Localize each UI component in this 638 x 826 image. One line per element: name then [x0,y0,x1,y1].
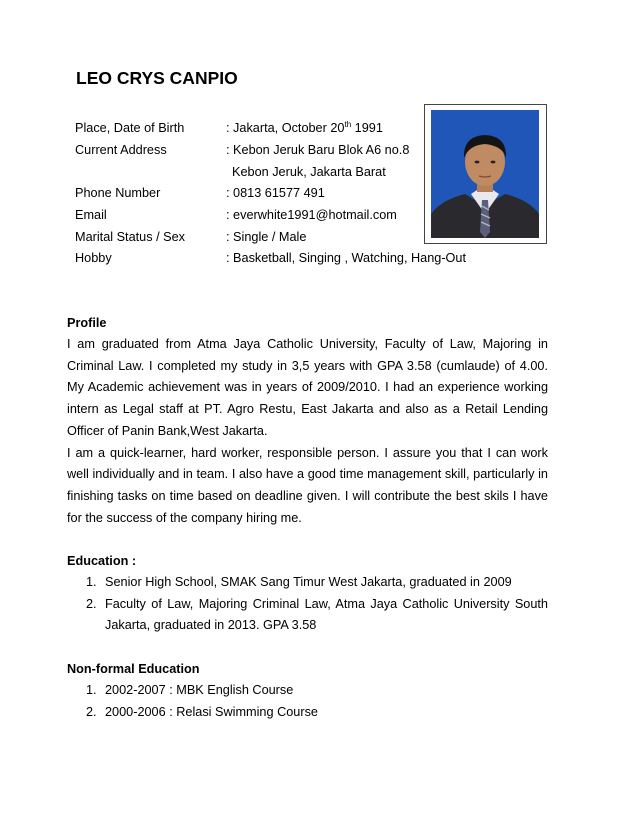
profile-photo [431,110,539,238]
profile-heading: Profile [67,316,107,330]
marital-label: Marital Status / Sex [75,230,185,244]
list-number: 1. [86,575,97,589]
list-number: 1. [86,683,97,697]
education-list [67,572,548,637]
hobby-value: : Basketball, Singing , Watching, Hang-Out [226,251,467,265]
marital-value: : Single / Male [226,230,307,244]
list-item [67,594,548,637]
list-item [67,702,548,724]
list-item [67,680,548,702]
profile-paragraph-1: I am graduated from Atma Jaya Catholic University, Faculty of Law, Majoring in Criminal Law. I completed my study in 3,5 years with GPA 3.58 (cumlaude) of 4.00. My Academic achievement was in years of 2009/2010. I had an experience working intern as Legal staff at PT. Agro Restu, East Jakarta and also as a Retail Lending Officer of Panin Bank,West Jakarta. [67,337,548,438]
address-value-line2: Kebon Jeruk, Jakarta Barat [232,165,386,179]
photo-frame [424,104,547,244]
list-text: Senior High School, SMAK Sang Timur West Jakarta, graduated in 2009 [105,575,512,589]
list-item [67,572,548,594]
birth-value: : Jakarta, October 20th 1991 [226,119,383,135]
list-number: 2. [86,704,97,719]
portrait-image [431,110,539,238]
birth-label: Place, Date of Birth [75,121,185,135]
email-label: Email [75,208,107,222]
nonformal-list [67,680,548,723]
list-text: 2000-2006 : Relasi Swimming Course [105,704,318,719]
candidate-name: LEO CRYS CANPIO [76,68,238,88]
list-number: 2. [86,596,97,611]
profile-text [67,334,548,529]
phone-value: : 0813 61577 491 [226,186,325,200]
nonformal-heading: Non-formal Education [67,662,200,676]
address-label: Current Address [75,143,167,157]
profile-paragraph-2: I am a quick-learner, hard worker, responsible person. I assure you that I can work well individually and in team. I also have a good time management skill, particularly in finishing tasks on time based on deadline given. I will contribute the best skils I have for the success of the company hiring me. [67,445,548,525]
hobby-label: Hobby [75,251,112,265]
list-text: Faculty of Law, Majoring Criminal Law, Atma Jaya Catholic University South Jakarta, graduated in 2013. GPA 3.58 [105,596,548,633]
email-value: : everwhite1991@hotmail.com [226,208,397,222]
address-value: : Kebon Jeruk Baru Blok A6 no.8 [226,143,410,157]
education-heading: Education : [67,554,137,568]
list-text: 2002-2007 : MBK English Course [105,683,294,697]
phone-label: Phone Number [75,186,161,200]
